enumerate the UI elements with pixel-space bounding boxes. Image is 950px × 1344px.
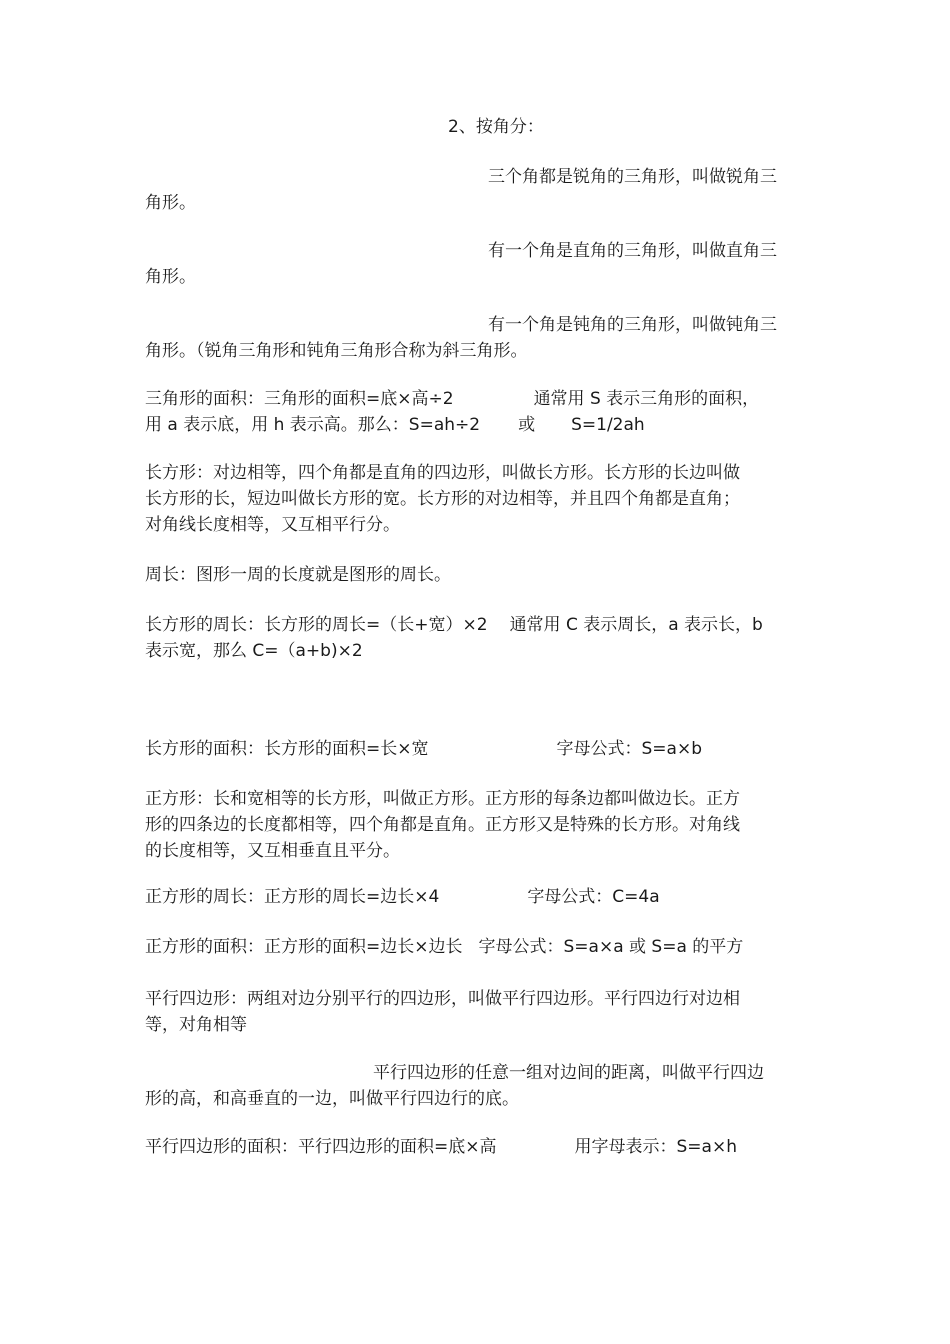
parallelogram-area-letter-formula: 用字母表示：S=a×h (574, 1137, 737, 1157)
triangle-area-symbols: 用 a 表示底，用 h 表示高。那么：S=ah÷2 (145, 415, 481, 435)
obtuse-triangle-definition-line-1: 有一个角是钝角的三角形，叫做钝角三 (488, 315, 777, 335)
acute-triangle-definition-line-2: 角形。 (145, 193, 196, 213)
rectangle-definition-line-1: 长方形：对边相等，四个角都是直角的四边形，叫做长方形。长方形的长边叫做 (145, 463, 740, 483)
square-area-letter-formula: 字母公式：S=a×a 或 S=a 的平方 (478, 937, 744, 957)
parallelogram-definition-line-1: 平行四边形：两组对边分别平行的四边形，叫做平行四边形。平行四边行对边相 (145, 989, 740, 1009)
rectangle-perimeter-line-1 (145, 612, 810, 638)
rectangle-perimeter-line-2: 表示宽，那么 C=（a+b)×2 (145, 641, 363, 661)
rectangle-definition-line-3: 对角线长度相等，又互相平行分。 (145, 515, 400, 535)
square-perimeter-line (145, 884, 810, 910)
rectangle-area-line (145, 736, 810, 762)
rectangle-area-letter-formula: 字母公式：S=a×b (556, 739, 702, 759)
triangle-area-line-1 (145, 386, 810, 412)
square-perimeter-letter-formula: 字母公式：C=4a (527, 887, 660, 907)
parallelogram-height-line-2: 形的高，和高垂直的一边，叫做平行四边行的底。 (145, 1089, 519, 1109)
triangle-area-notation: 通常用 S 表示三角形的面积， (533, 389, 760, 409)
square-definition-line-1: 正方形：长和宽相等的长方形，叫做正方形。正方形的每条边都叫做边长。正方 (145, 789, 740, 809)
square-definition-line-2: 形的四条边的长度都相等，四个角都是直角。正方形又是特殊的长方形。对角线 (145, 815, 740, 835)
right-triangle-definition-line-2: 角形。 (145, 267, 196, 287)
obtuse-triangle-definition-line-2: 角形。（锐角三角形和钝角三角形合称为斜三角形。 (145, 341, 528, 361)
rectangle-perimeter-notation: 通常用 C 表示周长，a 表示长，b (509, 615, 763, 635)
square-area-formula: 正方形的面积：正方形的面积=边长×边长 (145, 937, 463, 957)
triangle-area-or: 或 (518, 415, 536, 435)
square-area-line (145, 934, 810, 960)
triangle-area-formula: 三角形的面积：三角形的面积=底×高÷2 (145, 389, 454, 409)
triangle-area-alt-formula: S=1/2ah (571, 415, 645, 435)
perimeter-definition: 周长：图形一周的长度就是图形的周长。 (145, 565, 451, 585)
square-definition-line-3: 的长度相等，又互相垂直且平分。 (145, 841, 400, 861)
parallelogram-area-line (145, 1134, 810, 1160)
parallelogram-definition-line-2: 等，对角相等 (145, 1015, 247, 1035)
parallelogram-height-line-1: 平行四边形的任意一组对边间的距离，叫做平行四边 (373, 1063, 764, 1083)
square-perimeter-formula: 正方形的周长：正方形的周长=边长×4 (145, 887, 440, 907)
rectangle-area-formula: 长方形的面积：长方形的面积=长×宽 (145, 739, 429, 759)
parallelogram-area-formula: 平行四边形的面积：平行四边形的面积=底×高 (145, 1137, 497, 1157)
rectangle-perimeter-formula: 长方形的周长：长方形的周长=（长+宽）×2 (145, 615, 488, 635)
acute-triangle-definition-line-1: 三个角都是锐角的三角形，叫做锐角三 (488, 167, 777, 187)
triangle-area-line-2 (145, 412, 810, 438)
section-heading: 2、按角分： (448, 117, 544, 137)
rectangle-definition-line-2: 长方形的长，短边叫做长方形的宽。长方形的对边相等，并且四个角都是直角； (145, 489, 740, 509)
right-triangle-definition-line-1: 有一个角是直角的三角形，叫做直角三 (488, 241, 777, 261)
